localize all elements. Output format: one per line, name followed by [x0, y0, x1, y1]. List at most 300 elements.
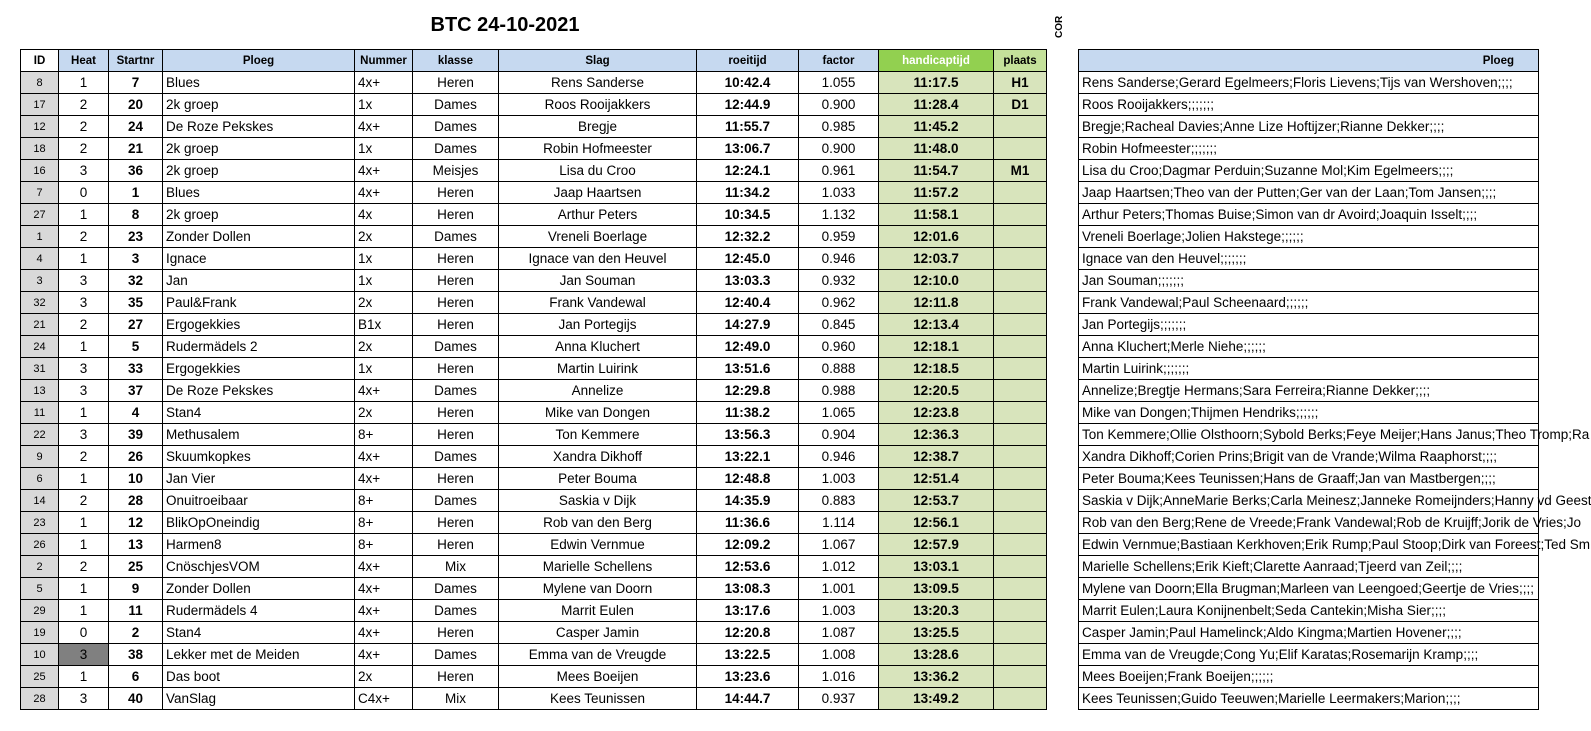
cell-plaats — [994, 556, 1047, 578]
cell-heat: 1 — [59, 204, 109, 226]
cell-heat: 1 — [59, 534, 109, 556]
cell-slag: Rob van den Berg — [499, 512, 697, 534]
crew-cell: Xandra Dikhoff;Corien Prins;Brigit van de Vrande;Wilma Raaphorst;;;; — [1079, 446, 1539, 468]
crew-row — [1079, 556, 1539, 578]
cell-plaats — [994, 424, 1047, 446]
cell-id: 31 — [21, 358, 59, 380]
cell-handicaptijd: 13:25.5 — [879, 622, 994, 644]
cell-klasse: Meisjes — [413, 160, 499, 182]
cell-plaats — [994, 512, 1047, 534]
cell-klasse: Heren — [413, 248, 499, 270]
header-klasse: klasse — [413, 50, 499, 72]
cell-roeitijd: 12:29.8 — [697, 380, 799, 402]
cell-handicaptijd: 13:49.2 — [879, 688, 994, 710]
cell-roeitijd: 12:49.0 — [697, 336, 799, 358]
cell-id: 7 — [21, 182, 59, 204]
cell-startnr: 2 — [109, 622, 163, 644]
cell-plaats — [994, 534, 1047, 556]
cell-handicaptijd: 12:13.4 — [879, 314, 994, 336]
cell-roeitijd: 11:36.6 — [697, 512, 799, 534]
crew-cell: Peter Bouma;Kees Teunissen;Hans de Graaff;Jan van Mastbergen;;;; — [1079, 468, 1539, 490]
cell-slag: Edwin Vernmue — [499, 534, 697, 556]
cell-id: 11 — [21, 402, 59, 424]
cell-id: 26 — [21, 534, 59, 556]
cell-factor: 1.055 — [799, 72, 879, 94]
cell-plaats — [994, 578, 1047, 600]
cell-plaats — [994, 622, 1047, 644]
cell-id: 16 — [21, 160, 59, 182]
cell-roeitijd: 13:23.6 — [697, 666, 799, 688]
cell-ploeg: Skuumkopkes — [163, 446, 355, 468]
cell-id: 2 — [21, 556, 59, 578]
cell-handicaptijd: 12:18.5 — [879, 358, 994, 380]
cell-slag: Anna Kluchert — [499, 336, 697, 358]
crew-header: Ploeg — [1079, 50, 1539, 72]
crew-cell: Roos Rooijakkers;;;;;;; — [1079, 94, 1539, 116]
cell-nummer: 2x — [355, 336, 413, 358]
cell-startnr: 37 — [109, 380, 163, 402]
cell-factor: 0.932 — [799, 270, 879, 292]
cell-roeitijd: 12:40.4 — [697, 292, 799, 314]
table-row — [21, 446, 1047, 468]
cell-handicaptijd: 13:09.5 — [879, 578, 994, 600]
cell-factor: 1.114 — [799, 512, 879, 534]
cell-startnr: 10 — [109, 468, 163, 490]
crew-row — [1079, 622, 1539, 644]
crew-row — [1079, 314, 1539, 336]
cell-slag: Marielle Schellens — [499, 556, 697, 578]
cell-ploeg: Rudermädels 4 — [163, 600, 355, 622]
cell-heat: 3 — [59, 380, 109, 402]
cell-handicaptijd: 12:56.1 — [879, 512, 994, 534]
cell-slag: Mees Boeijen — [499, 666, 697, 688]
cell-nummer: 4x+ — [355, 116, 413, 138]
cell-handicaptijd: 12:03.7 — [879, 248, 994, 270]
cell-heat: 2 — [59, 94, 109, 116]
cell-slag: Jaap Haartsen — [499, 182, 697, 204]
table-row — [21, 204, 1047, 226]
cell-nummer: 1x — [355, 94, 413, 116]
cell-ploeg: CnöschjesVOM — [163, 556, 355, 578]
cell-heat: 1 — [59, 402, 109, 424]
cell-factor: 1.132 — [799, 204, 879, 226]
cell-roeitijd: 13:22.5 — [697, 644, 799, 666]
cell-heat: 1 — [59, 666, 109, 688]
cell-plaats — [994, 380, 1047, 402]
cell-id: 18 — [21, 138, 59, 160]
crew-row — [1079, 204, 1539, 226]
cell-klasse: Heren — [413, 182, 499, 204]
crew-cell: Arthur Peters;Thomas Buise;Simon van dr Avoird;Joaquin Isselt;;;; — [1079, 204, 1539, 226]
cell-klasse: Dames — [413, 116, 499, 138]
cell-slag: Lisa du Croo — [499, 160, 697, 182]
table-row — [21, 358, 1047, 380]
cell-factor: 1.067 — [799, 534, 879, 556]
table-row — [21, 424, 1047, 446]
crew-row — [1079, 688, 1539, 710]
crew-table — [1078, 49, 1591, 710]
cell-slag: Vreneli Boerlage — [499, 226, 697, 248]
table-row — [21, 138, 1047, 160]
cell-heat: 1 — [59, 512, 109, 534]
cell-plaats — [994, 446, 1047, 468]
cell-id: 19 — [21, 622, 59, 644]
cell-slag: Jan Souman — [499, 270, 697, 292]
header-ploeg: Ploeg — [163, 50, 355, 72]
cell-plaats — [994, 248, 1047, 270]
cell-roeitijd: 13:51.6 — [697, 358, 799, 380]
cell-ploeg: 2k groep — [163, 160, 355, 182]
cell-roeitijd: 11:38.2 — [697, 402, 799, 424]
crew-row — [1079, 336, 1539, 358]
crew-cell: Vreneli Boerlage;Jolien Hakstege;;;;;; — [1079, 226, 1539, 248]
cell-startnr: 6 — [109, 666, 163, 688]
cell-ploeg: Zonder Dollen — [163, 226, 355, 248]
cell-handicaptijd: 11:58.1 — [879, 204, 994, 226]
cell-nummer: 4x+ — [355, 600, 413, 622]
cell-ploeg: Jan Vier — [163, 468, 355, 490]
cell-klasse: Heren — [413, 314, 499, 336]
table-row — [21, 644, 1047, 666]
cell-factor: 1.016 — [799, 666, 879, 688]
cell-klasse: Mix — [413, 556, 499, 578]
cell-roeitijd: 11:34.2 — [697, 182, 799, 204]
cell-handicaptijd: 13:20.3 — [879, 600, 994, 622]
cell-factor: 1.012 — [799, 556, 879, 578]
cell-plaats: H1 — [994, 72, 1047, 94]
crew-cell: Kees Teunissen;Guido Teeuwen;Marielle Leermakers;Marion;;;; — [1079, 688, 1539, 710]
cell-handicaptijd: 11:54.7 — [879, 160, 994, 182]
cell-ploeg: Ergogekkies — [163, 358, 355, 380]
cell-ploeg: Methusalem — [163, 424, 355, 446]
table-row — [21, 666, 1047, 688]
cell-handicaptijd: 13:36.2 — [879, 666, 994, 688]
cell-ploeg: Lekker met de Meiden — [163, 644, 355, 666]
cell-handicaptijd: 12:20.5 — [879, 380, 994, 402]
cell-factor: 0.937 — [799, 688, 879, 710]
cell-slag: Mylene van Doorn — [499, 578, 697, 600]
header-nummer: Nummer — [355, 50, 413, 72]
cell-startnr: 25 — [109, 556, 163, 578]
cell-nummer: B1x — [355, 314, 413, 336]
crew-cell: Saskia v Dijk;AnneMarie Berks;Carla Meinesz;Janneke Romeijnders;Hanny vd Geest — [1079, 490, 1539, 512]
cell-heat: 1 — [59, 468, 109, 490]
cell-klasse: Heren — [413, 358, 499, 380]
crew-cell: Edwin Vernmue;Bastiaan Kerkhoven;Erik Rump;Paul Stoop;Dirk van Foreest;Ted Sm — [1079, 534, 1539, 556]
header-slag: Slag — [499, 50, 697, 72]
cell-startnr: 21 — [109, 138, 163, 160]
cell-klasse: Heren — [413, 292, 499, 314]
cell-id: 5 — [21, 578, 59, 600]
cell-nummer: 1x — [355, 358, 413, 380]
cell-nummer: 8+ — [355, 534, 413, 556]
cell-heat: 1 — [59, 336, 109, 358]
cell-ploeg: De Roze Pekskes — [163, 116, 355, 138]
cell-startnr: 32 — [109, 270, 163, 292]
cell-handicaptijd: 12:53.7 — [879, 490, 994, 512]
cell-heat: 2 — [59, 138, 109, 160]
cell-handicaptijd: 11:45.2 — [879, 116, 994, 138]
cell-heat: 2 — [59, 490, 109, 512]
cell-ploeg: Onuitroeibaar — [163, 490, 355, 512]
cell-startnr: 5 — [109, 336, 163, 358]
cell-heat: 2 — [59, 116, 109, 138]
header-heat: Heat — [59, 50, 109, 72]
cell-id: 12 — [21, 116, 59, 138]
table-row — [21, 116, 1047, 138]
cell-roeitijd: 12:32.2 — [697, 226, 799, 248]
cell-startnr: 36 — [109, 160, 163, 182]
cell-plaats — [994, 358, 1047, 380]
crew-row — [1079, 226, 1539, 248]
cell-startnr: 8 — [109, 204, 163, 226]
cell-startnr: 20 — [109, 94, 163, 116]
crew-row — [1079, 380, 1539, 402]
cell-heat: 2 — [59, 556, 109, 578]
results-header-row — [21, 50, 1047, 72]
cell-plaats — [994, 336, 1047, 358]
cell-ploeg: 2k groep — [163, 94, 355, 116]
crew-row — [1079, 468, 1539, 490]
cell-nummer: 8+ — [355, 512, 413, 534]
cell-roeitijd: 12:44.9 — [697, 94, 799, 116]
table-row — [21, 622, 1047, 644]
cell-roeitijd: 12:53.6 — [697, 556, 799, 578]
cell-klasse: Heren — [413, 468, 499, 490]
crew-cell: Anna Kluchert;Merle Niehe;;;;;; — [1079, 336, 1539, 358]
cell-id: 23 — [21, 512, 59, 534]
table-row — [21, 402, 1047, 424]
cell-klasse: Heren — [413, 204, 499, 226]
results-table — [20, 49, 1047, 710]
crew-list-viewport — [1078, 49, 1591, 719]
cell-roeitijd: 13:08.3 — [697, 578, 799, 600]
cell-slag: Emma van de Vreugde — [499, 644, 697, 666]
crew-cell: Martin Luirink;;;;;;; — [1079, 358, 1539, 380]
cell-startnr: 3 — [109, 248, 163, 270]
table-row — [21, 72, 1047, 94]
table-row — [21, 600, 1047, 622]
cell-factor: 1.065 — [799, 402, 879, 424]
cell-slag: Rens Sanderse — [499, 72, 697, 94]
crew-cell: Mylene van Doorn;Ella Brugman;Marleen van Leengoed;Geertje de Vries;;;; — [1079, 578, 1539, 600]
cell-id: 3 — [21, 270, 59, 292]
cell-heat: 1 — [59, 600, 109, 622]
cell-heat: 2 — [59, 446, 109, 468]
cell-handicaptijd: 12:18.1 — [879, 336, 994, 358]
cell-heat: 0 — [59, 182, 109, 204]
cell-factor: 0.904 — [799, 424, 879, 446]
cell-startnr: 13 — [109, 534, 163, 556]
table-row — [21, 314, 1047, 336]
cell-plaats — [994, 182, 1047, 204]
cell-plaats — [994, 468, 1047, 490]
table-row — [21, 578, 1047, 600]
cell-ploeg: 2k groep — [163, 204, 355, 226]
cell-roeitijd: 12:24.1 — [697, 160, 799, 182]
crew-cell: Marrit Eulen;Laura Konijnenbelt;Seda Cantekin;Misha Sier;;;; — [1079, 600, 1539, 622]
cell-klasse: Dames — [413, 600, 499, 622]
cell-roeitijd: 14:27.9 — [697, 314, 799, 336]
cell-klasse: Heren — [413, 270, 499, 292]
cell-ploeg: VanSlag — [163, 688, 355, 710]
cell-plaats — [994, 204, 1047, 226]
sheet-title: BTC 24-10-2021 — [430, 14, 580, 36]
crew-row — [1079, 358, 1539, 380]
cell-slag: Arthur Peters — [499, 204, 697, 226]
cell-nummer: 2x — [355, 402, 413, 424]
cell-ploeg: Rudermädels 2 — [163, 336, 355, 358]
cell-id: 28 — [21, 688, 59, 710]
cell-plaats — [994, 270, 1047, 292]
cell-heat: 3 — [59, 644, 109, 666]
table-row — [21, 512, 1047, 534]
cell-plaats — [994, 292, 1047, 314]
cell-factor: 0.988 — [799, 380, 879, 402]
cell-heat: 1 — [59, 248, 109, 270]
cell-plaats — [994, 490, 1047, 512]
cell-nummer: 2x — [355, 226, 413, 248]
cell-factor: 1.087 — [799, 622, 879, 644]
cell-heat: 2 — [59, 314, 109, 336]
cell-startnr: 11 — [109, 600, 163, 622]
crew-row — [1079, 94, 1539, 116]
header-factor: factor — [799, 50, 879, 72]
cell-handicaptijd: 12:11.8 — [879, 292, 994, 314]
cell-id: 17 — [21, 94, 59, 116]
cell-plaats — [994, 402, 1047, 424]
cell-ploeg: Ergogekkies — [163, 314, 355, 336]
cell-slag: Martin Luirink — [499, 358, 697, 380]
cell-ploeg: Stan4 — [163, 402, 355, 424]
cell-roeitijd: 14:35.9 — [697, 490, 799, 512]
cell-nummer: 4x+ — [355, 556, 413, 578]
cell-slag: Marrit Eulen — [499, 600, 697, 622]
cell-plaats — [994, 314, 1047, 336]
cell-id: 8 — [21, 72, 59, 94]
cell-id: 22 — [21, 424, 59, 446]
cell-id: 9 — [21, 446, 59, 468]
cell-klasse: Mix — [413, 688, 499, 710]
crew-row — [1079, 666, 1539, 688]
cell-factor: 0.900 — [799, 138, 879, 160]
cell-factor: 1.001 — [799, 578, 879, 600]
cell-roeitijd: 10:34.5 — [697, 204, 799, 226]
crew-cell: Rens Sanderse;Gerard Egelmeers;Floris Lievens;Tijs van Wershoven;;;; — [1079, 72, 1539, 94]
cell-startnr: 33 — [109, 358, 163, 380]
crew-row — [1079, 248, 1539, 270]
cell-factor: 1.033 — [799, 182, 879, 204]
header-id: ID — [21, 50, 59, 72]
cell-id: 13 — [21, 380, 59, 402]
cell-nummer: 4x+ — [355, 182, 413, 204]
cell-plaats — [994, 644, 1047, 666]
cell-nummer: 4x+ — [355, 622, 413, 644]
cell-ploeg: Blues — [163, 182, 355, 204]
cell-slag: Roos Rooijakkers — [499, 94, 697, 116]
table-row — [21, 182, 1047, 204]
header-handicaptijd: handicaptijd — [879, 50, 994, 72]
crew-cell: Robin Hofmeester;;;;;;; — [1079, 138, 1539, 160]
cell-roeitijd: 11:55.7 — [697, 116, 799, 138]
cell-ploeg: Harmen8 — [163, 534, 355, 556]
cell-klasse: Dames — [413, 226, 499, 248]
crew-cell: Casper Jamin;Paul Hamelinck;Aldo Kingma;Martien Hovener;;;; — [1079, 622, 1539, 644]
cell-plaats — [994, 116, 1047, 138]
cell-id: 6 — [21, 468, 59, 490]
cell-klasse: Dames — [413, 138, 499, 160]
cell-klasse: Dames — [413, 490, 499, 512]
cell-handicaptijd: 12:23.8 — [879, 402, 994, 424]
crew-row — [1079, 270, 1539, 292]
crew-row — [1079, 512, 1539, 534]
crew-cell: Ignace van den Heuvel;;;;;;; — [1079, 248, 1539, 270]
crew-row — [1079, 160, 1539, 182]
cell-slag: Robin Hofmeester — [499, 138, 697, 160]
cell-klasse: Dames — [413, 578, 499, 600]
cell-handicaptijd: 13:28.6 — [879, 644, 994, 666]
cell-factor: 0.946 — [799, 248, 879, 270]
cell-startnr: 12 — [109, 512, 163, 534]
header-roeitijd: roeitijd — [697, 50, 799, 72]
cell-slag: Casper Jamin — [499, 622, 697, 644]
cell-slag: Bregje — [499, 116, 697, 138]
cell-startnr: 1 — [109, 182, 163, 204]
cell-id: 14 — [21, 490, 59, 512]
cell-nummer: C4x+ — [355, 688, 413, 710]
cell-handicaptijd: 12:36.3 — [879, 424, 994, 446]
cell-handicaptijd: 12:57.9 — [879, 534, 994, 556]
cell-handicaptijd: 12:10.0 — [879, 270, 994, 292]
cell-id: 1 — [21, 226, 59, 248]
crew-row — [1079, 600, 1539, 622]
table-row — [21, 292, 1047, 314]
cell-ploeg: 2k groep — [163, 138, 355, 160]
cell-roeitijd: 13:56.3 — [697, 424, 799, 446]
table-row — [21, 688, 1047, 710]
crew-cell: Jan Souman;;;;;;; — [1079, 270, 1539, 292]
cell-factor: 1.003 — [799, 468, 879, 490]
crew-cell: Mike van Dongen;Thijmen Hendriks;;;;;; — [1079, 402, 1539, 424]
crew-cell: Emma van de Vreugde;Cong Yu;Elif Karatas;Rosemarijn Kramp;;;; — [1079, 644, 1539, 666]
cell-klasse: Heren — [413, 424, 499, 446]
crew-row — [1079, 644, 1539, 666]
cell-factor: 0.900 — [799, 94, 879, 116]
table-row — [21, 94, 1047, 116]
cell-plaats — [994, 688, 1047, 710]
cell-ploeg: Stan4 — [163, 622, 355, 644]
cell-ploeg: Ignace — [163, 248, 355, 270]
cell-plaats — [994, 226, 1047, 248]
table-row — [21, 534, 1047, 556]
cell-heat: 0 — [59, 622, 109, 644]
cell-heat: 3 — [59, 688, 109, 710]
cell-id: 29 — [21, 600, 59, 622]
cell-handicaptijd: 12:38.7 — [879, 446, 994, 468]
table-row — [21, 490, 1047, 512]
cell-ploeg: De Roze Pekskes — [163, 380, 355, 402]
table-row — [21, 468, 1047, 490]
cell-nummer: 1x — [355, 270, 413, 292]
cell-roeitijd: 13:17.6 — [697, 600, 799, 622]
cell-handicaptijd: 11:17.5 — [879, 72, 994, 94]
cell-factor: 1.003 — [799, 600, 879, 622]
cell-factor: 0.985 — [799, 116, 879, 138]
cell-slag: Peter Bouma — [499, 468, 697, 490]
crew-cell: Annelize;Bregtje Hermans;Sara Ferreira;Rianne Dekker;;;; — [1079, 380, 1539, 402]
cell-roeitijd: 14:44.7 — [697, 688, 799, 710]
crew-row — [1079, 490, 1539, 512]
